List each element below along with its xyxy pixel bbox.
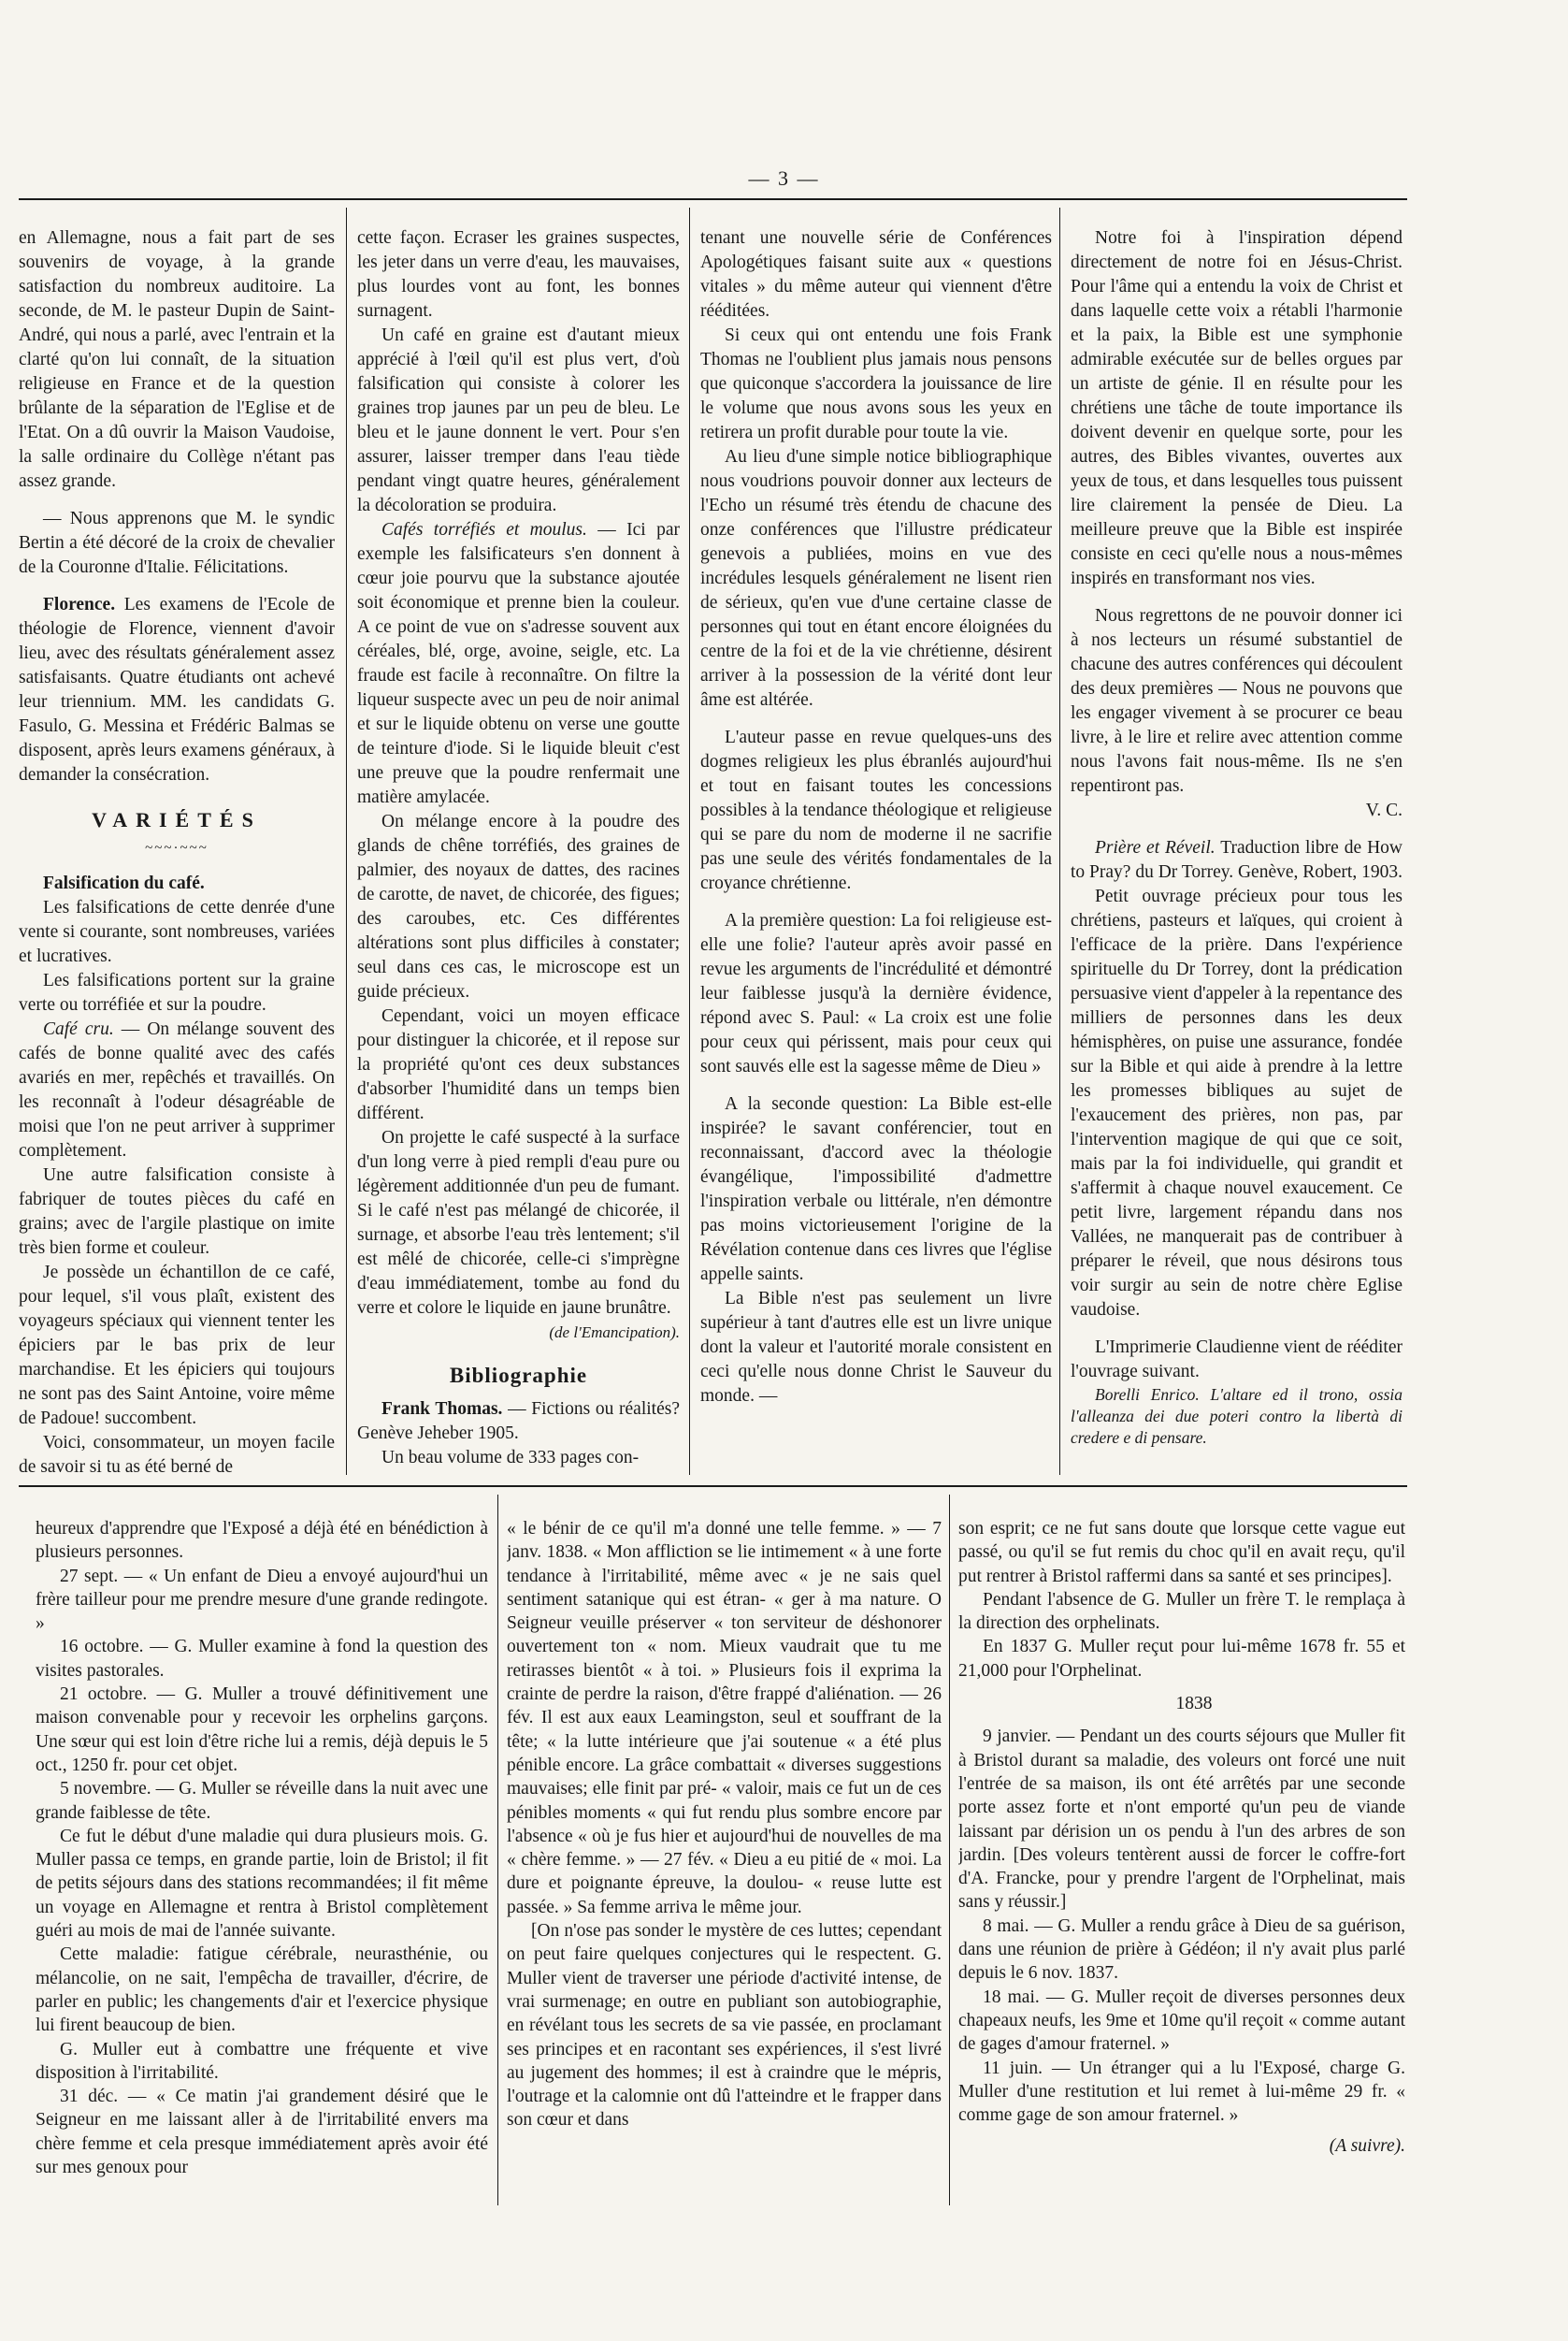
paragraph: 8 mai. — G. Muller a rendu grâce à Dieu de sa guérison, dans une réunion de prière à Gédéon; il n'y avait plus parlé depuis le 6 nov. 1837. [958, 1915, 1405, 1984]
paragraph: Voici, consommateur, un moyen facile de savoir si tu as été berné de [19, 1433, 335, 1477]
paragraph: heureux d'apprendre que l'Exposé a déjà été en bénédiction à plusieurs personnes. [36, 1519, 488, 1563]
paragraph: en Allemagne, nous a fait part de ses souvenirs de voyage, à la grande satisfaction du nombreux auditoire. La seconde, de M. le pasteur Dupin de Saint-André, qui nous a parlé, avec l'entrain et la clarté qu'on lui connaît, de la situation religieuse en France et de la question brûlante de la séparation de l'Eglise et de l'Etat. On a dû ouvrir la Maison Vaudoise, la salle ordinaire du Collège n'étant pas assez grande. [19, 228, 335, 491]
year-heading: 1838 [1175, 1694, 1213, 1714]
paragraph: — Nous apprenons que M. le syndic Bertin a été décoré de la croix de chevalier de la Couronne d'Italie. Félicitations. [19, 509, 335, 577]
paragraph: Ce fut le début d'une maladie qui dura plusieurs mois. G. Muller passa ce temps, en grande partie, loin de Bristol; il fit de petits séjours dans des stations recommandées; il fit même un voyage en Allemagne et rentra à Bristol complètement guéri au mois de mai de l'année suivante. [36, 1826, 488, 1942]
paragraph: Si ceux qui ont entendu une fois Frank Thomas ne l'oublient plus jamais nous pensons que quiconque s'accordera la jouissance de lire le volume que nous avons sous les yeux en retirera un profit durable pour toute la vie. [700, 325, 1052, 442]
paragraph: En 1837 G. Muller reçut pour lui-même 1678 fr. 55 et 21,000 pour l'Orphelinat. [958, 1637, 1405, 1681]
paragraph: tenant une nouvelle série de Conférences Apologétiques faisant suite aux « questions vitales » du même auteur qui viennent d'être rééditées. [700, 228, 1052, 321]
page-number: — 3 — [748, 166, 820, 190]
paragraph [357, 1397, 680, 1446]
column-divider [1059, 208, 1060, 1475]
paragraph: Cependant, voici un moyen efficace pour distinguer la chicorée, et il repose sur la propriété qu'ont ces deux substances d'absorber l'humidité dans un temps bien différent. [357, 1006, 680, 1123]
paragraph-heading: Florence. [43, 595, 116, 614]
paragraph: 11 juin. — Un étranger qui a lu l'Exposé, charge G. Muller d'une restitution et lui remet à lui-même 29 fr. « comme gage de son amour fraternel. » [958, 2058, 1405, 2126]
paragraph: 18 mai. — G. Muller reçoit de diverses personnes deux chapeaux neufs, les 9me et 10me qu'il reçoit « comme autant de gages d'amour fraternel. » [958, 1987, 1405, 2055]
paragraph-text: Traduction libre de How to Pray? du Dr Torrey. Genève, Robert, 1903. [1071, 838, 1403, 882]
section-rule [19, 1485, 1407, 1487]
lower-column-1 [36, 1517, 488, 2209]
paragraph: 5 novembre. — G. Muller se réveille dans la nuit avec une grande faiblesse de tête. [36, 1779, 488, 1823]
article-title: Falsification du café. [43, 874, 205, 893]
column-divider [949, 1495, 950, 2205]
signature: V. C. [1365, 801, 1403, 820]
lower-column-2 [507, 1517, 942, 2209]
paragraph: Cette maladie: fatigue cérébrale, neurasthénie, ou mélancolie, on ne sait, l'empêcha de travailler, d'écrire, de parler en public; les changements d'air et l'exercice physique lui firent beaucoup de bien. [36, 1944, 488, 2036]
paragraph-heading: Café cru. [43, 1019, 114, 1039]
upper-column-2 [357, 226, 680, 1480]
paragraph: Pendant l'absence de G. Muller un frère T. le remplaça à la direction des orphelinats. [958, 1589, 1405, 1634]
ornament: ~~~·~~~ [145, 841, 209, 856]
column-divider [346, 208, 347, 1475]
paragraph [19, 593, 335, 788]
paragraph-text: — Ici par exemple les falsificateurs s'en donnent à cœur joie pourvu que la substance ajoutée soit économique et prenne bien la couleur. A ce point de vue on s'adresse souvent aux céréales, blé, orge, avoine, seigle, etc. La fraude est facile à reconnaître. On filtre la liqueur suspecte avec un peu de noir animal et sur le liquide obtenu on verse une goutte de teinture d'iode. Si le liquide bleuit c'est une preuve que la poudre renfermait une matière amylacée. [357, 520, 680, 807]
header-rule [19, 198, 1407, 200]
paragraph: Une autre falsification consiste à fabriquer de toutes pièces du café en grains; avec de l'argile plastique on imite très bien forme et couleur. [19, 1165, 335, 1258]
paragraph: L'Imprimerie Claudienne vient de rééditer l'ouvrage suivant. [1071, 1337, 1403, 1381]
paragraph [357, 518, 680, 810]
paragraph: son esprit; ce ne fut sans doute que lorsque cette vague eut passé, ou qu'il se fut remis du choc qu'il en avait reçu, qu'il put rentrer à Bristol raffermi dans sa santé et ses principes]. [958, 1519, 1405, 1586]
paragraph-heading: Cafés torréfiés et moulus. [381, 520, 587, 540]
paragraph: Notre foi à l'inspiration dépend directement de notre foi en Jésus-Christ. Pour l'âme qui a entendu la voix de Christ et dans laquelle cette voix a rétabli l'harmonie et la paix, la Bible est une symphonie admirable exécutée sur de belles orgues par un artiste de génie. Il en résulte pour les chrétiens une tâche de toute importance ils doivent devenir en quelque sorte, pour les autres, des Bibles vivantes, ouvertes aux yeux de tous, et dans lesquelles tous puissent lire clairement la pensée de Dieu. La meilleure preuve que la Bible est inspirée consiste en ceci qu'elle nous a nous-mêmes inspirés en transformant nos vies. [1071, 228, 1403, 588]
paragraph-text: Les examens de l'Ecole de théologie de Florence, viennent d'avoir lieu, avec des résultats généralement assez satisfaisants. Quatre étudiants ont achevé leur triennium. MM. les candidats G. Fasulo, G. Messina et Frédéric Balmas se disposent, après leurs examens généraux, à demander la consécration. [19, 595, 335, 785]
paragraph: Je possède un échantillon de ce café, pour lequel, s'il vous plaît, existent des voyageurs spéciaux qui viennent tenter les épiciers par le bas prix de leur marchandise. Et les épiciers qui toujours ne sont pas des Saint Antoine, voire même de Padoue! succombent. [19, 1263, 335, 1428]
upper-column-4 [1071, 226, 1403, 1480]
paragraph: 27 sept. — « Un enfant de Dieu a envoyé aujourd'hui un frère tailleur pour me prendre mesure d'une grande redingote. » [36, 1566, 488, 1634]
paragraph: A la première question: La foi religieuse est-elle une folie? l'auteur après avoir passé en revue les arguments de l'incrédulité et démontré leur faiblesse jusqu'à la dernière évidence, répond avec S. Paul: « La croix est une folie pour ceux qui périssent, mais pour ceux qui sont sauvés elle est la sagesse même de Dieu » [700, 911, 1052, 1077]
paragraph: Nous regrettons de ne pouvoir donner ici à nos lecteurs un résumé substantiel de chacune des autres conférences qui découlent des deux premières — Nous ne pouvons que les engager vivement à se procurer ce beau livre, à le lire et relire avec attention comme nous l'avons fait nous-même. Ils ne s'en repentiront pas. [1071, 606, 1403, 796]
continued-note: (A suivre). [1329, 2136, 1405, 2157]
paragraph-heading: Prière et Réveil. [1095, 838, 1216, 858]
paragraph: La Bible n'est pas seulement un livre supérieur à tant d'autres elle est un livre unique dont la valeur et l'autorité morale consistent en ceci qu'elle nous donne Christ le Sauveur du monde. — [700, 1289, 1052, 1406]
paragraph: Un beau volume de 333 pages con- [381, 1448, 640, 1467]
paragraph: 16 octobre. — G. Muller examine à fond la question des visites pastorales. [36, 1637, 488, 1681]
paragraph [1071, 836, 1403, 885]
paragraph: 9 janvier. — Pendant un des courts séjours que Muller fit à Bristol durant sa maladie, des voleurs ont forcé une nuit l'entrée de sa maison, ils ont été arrêtés par une seconde porte assez forte et n'ont emporté qu'un peu de viande laissant par dérision un os pendu à l'un des arbres de son jardin. [Des voleurs tentèrent aussi de forcer le coffre-fort d'A. Francke, pour y prendre l'argent de l'Orphelinat, mais sans y réussir.] [958, 1727, 1405, 1913]
column-divider [689, 208, 690, 1475]
column-divider [497, 1495, 498, 2205]
section-title: VARIÉTÉS [92, 808, 262, 831]
paragraph: A la seconde question: La Bible est-elle inspirée? le savant conférencier, tout en reconnaissant, d'accord avec la théologie évangélique, l'impossibilité d'admettre l'inspiration verbale ou littérale, n'en démontre pas moins victorieusement l'origine de la Révélation contenue dans ces livres que l'église appelle saints. [700, 1094, 1052, 1284]
paragraph: 31 déc. — « Ce matin j'ai grandement désiré que le Seigneur en me laissant aller à de l'irritabilité envers ma chère femme et cela presque immédiatement après avoir été sur mes genoux pour [36, 2087, 488, 2178]
paragraph: G. Muller eut à combattre une fréquente et vive disposition à l'irritabilité. [36, 2039, 488, 2083]
paragraph [19, 1018, 335, 1163]
upper-column-3 [700, 226, 1052, 1480]
paragraph: Petit ouvrage précieux pour tous les chrétiens, pasteurs et laïques, qui croient à l'efficace de la prière. Dans l'expérience spirituelle du Dr Torrey, dont la prédication persuasive vient d'appeler à la repentance des milliers de personnes dans les deux hémisphères, on puise une assurance, fondée sur la Bible et qui aide à prendre à la lettre les promesses bibliques au sujet de l'exaucement des prières, non pas, par l'intervention magique de qui que ce soit, mais par la foi individuelle, qui grandit et s'affermit à chaque nouvel exaucement. Ce petit livre, largement répandu dans nos Vallées, ne manquerait pas de contribuer à préparer le réveil, que nous désirons tous voir surgir au sein de notre chère Eglise vaudoise. [1071, 887, 1403, 1320]
source-credit: (de l'Emancipation). [549, 1323, 680, 1341]
paragraph-text: — Fictions ou réalités? Genève Jeheber 1905. [357, 1399, 680, 1443]
paragraph: Borelli Enrico. L'altare ed il trono, ossia l'alleanza dei due poteri contro la libertà di credere e di pensare. [1071, 1385, 1403, 1447]
paragraph: On projette le café suspecté à la surface d'un long verre à pied rempli d'eau pure ou légèrement additionnée d'un peu de fumant. Si le café n'est pas mélangé de chicorée, il surnage, et absorbe l'eau très lentement; s'il est mêlé de chicorée, celle-ci s'imprègne d'eau immédiatement, tombe au fond du verre et colore le liquide en jaune brunâtre. [357, 1128, 680, 1318]
paragraph-heading: Frank Thomas. [381, 1399, 503, 1419]
paragraph: 21 octobre. — G. Muller a trouvé définitivement une maison convenable pour y recevoir les orphelins garçons. Une sœur qui est loin d'être riche lui a remis, déjà depuis le 5 oct., 1250 fr. pour cet objet. [36, 1684, 488, 1775]
paragraph: Les falsifications de cette denrée d'une vente si courante, sont nombreuses, variées et lucratives. [19, 898, 335, 966]
paragraph: L'auteur passe en revue quelques-uns des dogmes religieux les plus ébranlés aujourd'hui et tout en faisant toutes les concessions possibles à la tendance théologique et religieuse qui se pare du nom de moderne il ne sacrifie pas une seule des vérités fondamentales de la croyance chrétienne. [700, 728, 1052, 893]
paragraph: cette façon. Ecraser les graines suspectes, les jeter dans un verre d'eau, les mauvaises, plus lourdes vont au font, les bonnes surnagent. [357, 228, 680, 321]
paragraph: Les falsifications portent sur la graine verte ou torréfiée et sur la poudre. [19, 971, 335, 1015]
paragraph: On mélange encore à la poudre des glands de chêne torréfiés, des graines de palmier, des noyaux de dattes, des racines de carotte, de navet, de chicorée, des figues; des caroubes, etc. Ces différentes altérations sont plus difficiles à constater; seul dans ces cas, le microscope est un guide précieux. [357, 812, 680, 1002]
upper-column-1 [19, 226, 335, 1480]
section-title: Bibliographie [449, 1364, 588, 1387]
paragraph: « le bénir de ce qu'il m'a donné une telle femme. » — 7 janv. 1838. « Mon affliction se lie intimement « à une forte tendance à l'irritabilité, même avec « je ne sais quel sentiment satanique qui est étran- « ger à ma nature. O Seigneur veuille préserver « ton serviteur de déshonorer ouvertement ton « nom. Mieux vaudrait que tu me retirasses bientôt « à toi. » Plusieurs fois il exprima la crainte de perdre la raison, d'être frappé d'aliénation. — 26 fév. Il est aux eaux Leamingston, seul et souffrant de la tête; « la lutte intérieure que j'ai soutenue « a été plus pénible encore. La grâce combattait « diverses suggestions mauvaises; elle finit par pré- « valoir, mais ce fut un de ces pénibles moments « qui fut rendu plus sombre encore par l'absence « où je fus hier et aujourd'hui de nouvelles de ma « chère femme. » — 27 fév. « Dieu a eu pitié de « moi. La dure et poignante épreuve, la doulou- « reuse lutte est passée. » Sa femme arriva le même jour. [507, 1519, 942, 1917]
paragraph: Un café en graine est d'autant mieux apprécié à l'œil qu'il est plus vert, d'où falsification qui consiste à colorer les graines trop jaunes par un peu de bleu. Le bleu et le jaune donnent le vert. Pour s'en assurer, laisser tremper dans l'eau tiède pendant vingt quatre heures, généralement la décoloration se produira. [357, 325, 680, 515]
paragraph: [On n'ose pas sonder le mystère de ces luttes; cependant on peut faire quelques conjectures qui le respectent. G. Muller vient de traverser une période d'activité intense, de vrai surmenage; en outre en publiant son autobiographie, en révélant tous les secrets de sa vie passée, en proclamant ses principes et en racontant ses expériences, il s'est livré au jugement des hommes; il est à craindre que le mépris, l'outrage et la calomnie ont dû l'atteindre et le frapper dans son cœur et dans [507, 1921, 942, 2131]
lower-column-3 [958, 1517, 1405, 2209]
paragraph-text: — On mélange souvent des cafés de bonne qualité avec des cafés avariés en mer, repêchés et travaillés. On les reconnaît à l'odeur désagréable de moisi que l'on ne peut arriver à supprimer complètement. [19, 1019, 335, 1161]
paragraph: Au lieu d'une simple notice bibliographique nous voudrions pouvoir donner aux lecteurs de l'Echo un résumé très étendu de chacune des onze conférences que l'illustre prédicateur genevois a publiées, moins en vue des incrédules lesquels généralement ne lisent rien de sérieux, qu'en vue d'une certaine classe de personnes qui tout en étant encore éloignées du centre de la foi et de la vie chrétienne, désirent arriver à la possession de la vérité dont leur âme est altérée. [700, 447, 1052, 710]
